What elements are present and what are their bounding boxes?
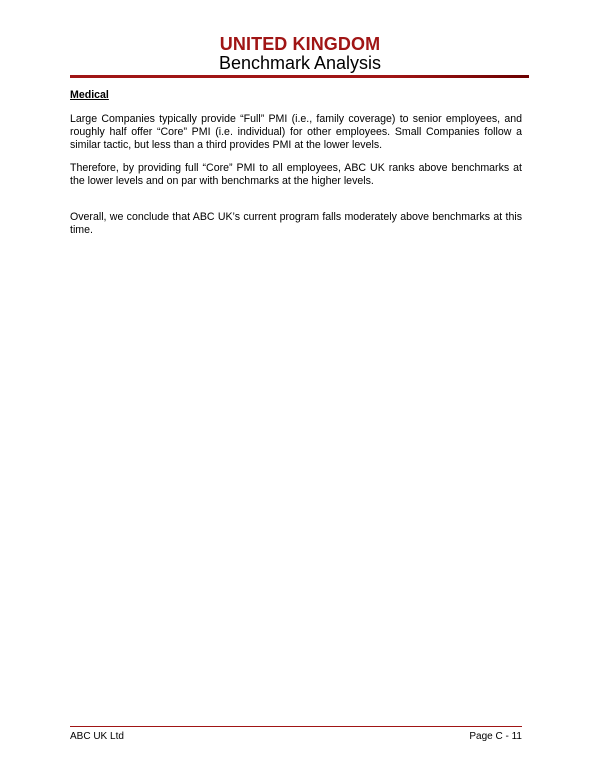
body-paragraph: Overall, we conclude that ABC UK’s current program falls moderately above benchmarks at this time. [70, 211, 522, 236]
footer-page-number: Page C - 11 [469, 731, 522, 742]
page-body [70, 89, 522, 237]
body-paragraph: Therefore, by providing full “Core” PMI to all employees, ABC UK ranks above benchmarks at the lower levels and on par with benchmarks at the higher levels. [70, 162, 522, 187]
footer-company: ABC UK Ltd [70, 731, 124, 742]
section-heading-medical: Medical [70, 89, 109, 101]
body-paragraph: Large Companies typically provide “Full” PMI (i.e., family coverage) to senior employees, and roughly half offer “Core” PMI (i.e. individual) for other employees. Small Companies follow a similar tactic, but less than a third provides PMI at the lower levels. [70, 113, 522, 151]
header-title: UNITED KINGDOM [219, 34, 381, 54]
header-divider [70, 75, 529, 78]
header-subtitle: Benchmark Analysis [218, 53, 382, 73]
footer-divider [70, 726, 522, 727]
